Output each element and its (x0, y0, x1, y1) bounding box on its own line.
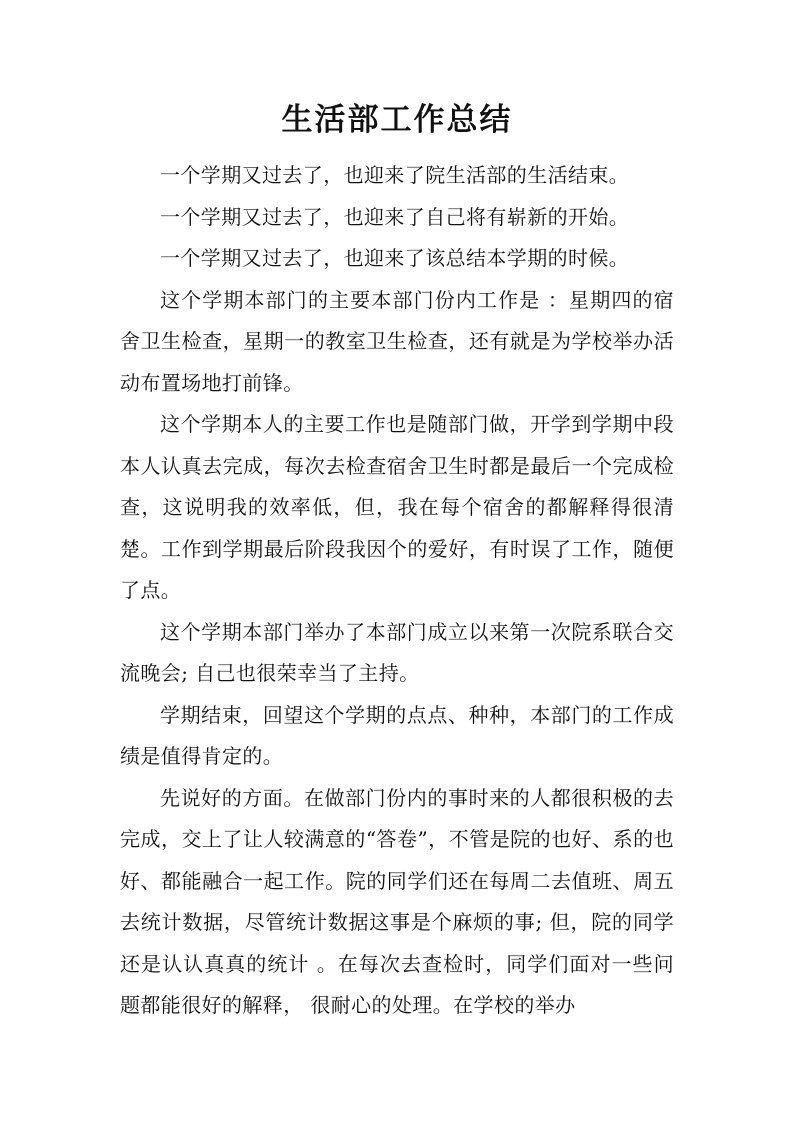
document-title: 生活部工作总结 (281, 102, 513, 138)
paragraph: 一个学期又过去了，也迎来了该总结本学期的时候。 (160, 246, 630, 270)
paragraph: 学期结束，回望这个学期的点点、种种，本部门的工作成绩是值得肯定的。 (120, 702, 674, 768)
paragraph: 一个学期又过去了，也迎来了自己将有崭新的开始。 (160, 204, 630, 229)
paragraph: 这个学期本人的主要工作也是随部门做，开学到学期中段本人认真去完成，每次去检查宿舍卫生时都是最后一个完成检查，这说明我的效率低，但，我在每个宿舍的都解释得很清楚。工作到学期最后阶段我因个的爱好，有时误了工作，随便了点。 (120, 412, 674, 602)
paragraph: 这个学期本部门举办了本部门成立以来第一次院系联合交流晚会; 自己也很荣幸当了主持。 (120, 619, 674, 685)
paragraph: 先说好的方面。在做部门份内的事时来的人都很积极的去完成，交上了让人较满意的“答卷”，不管是院的也好、系的也好、都能融合一起工作。院的同学们还在每周二去值班、周五去统计数据，尽管统计数据这事是个麻烦的事; 但，院的同学还是认认真真的统计 。在每次去查检时，同学们面对一些问题都能很好的解释， 很耐心的处理。在学校的举办 (120, 785, 674, 1017)
document-body (120, 155, 674, 1027)
paragraph: 一个学期又过去了，也迎来了院生活部的生活结束。 (160, 163, 630, 187)
paragraph: 这个学期本部门的主要本部门份内工作是 ：星期四的宿舍卫生检查，星期一的教室卫生检查，还有就是为学校举办活动布置场地打前锋。 (120, 287, 674, 395)
